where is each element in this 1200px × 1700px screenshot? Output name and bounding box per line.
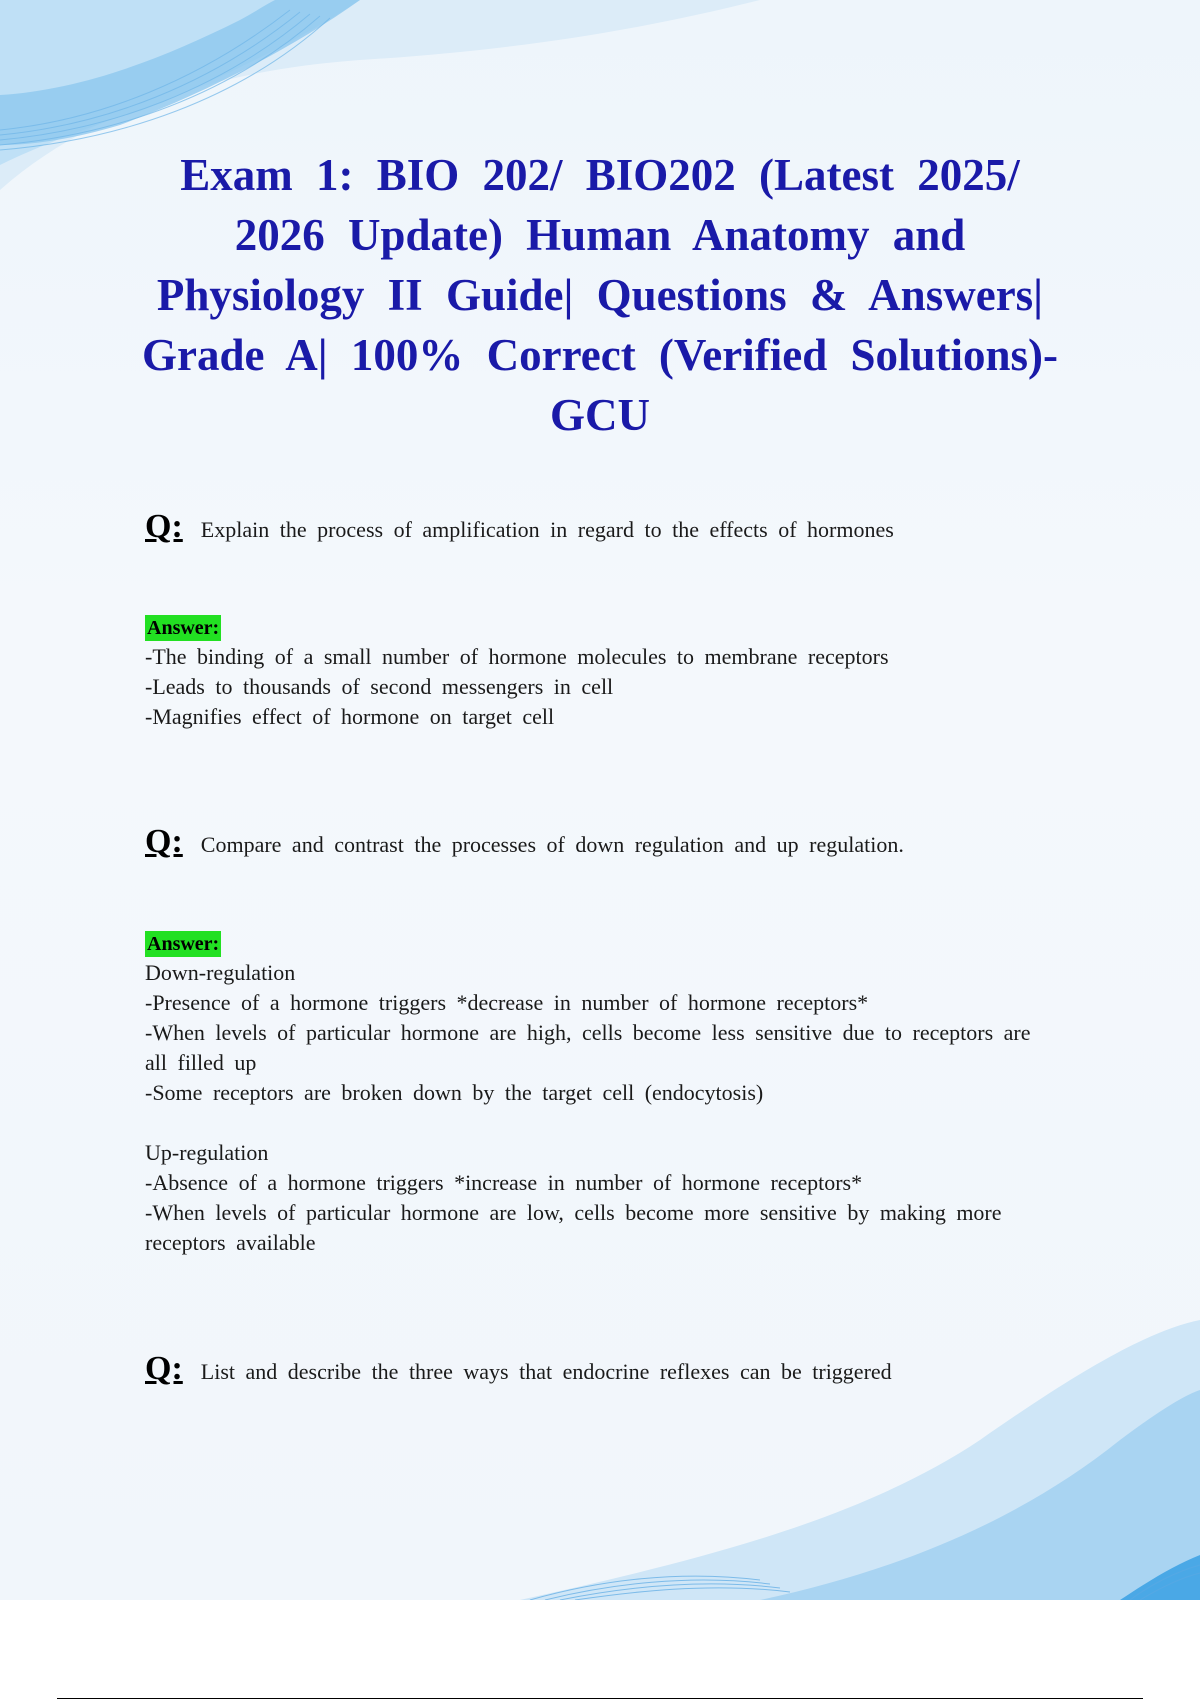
question-text: Explain the process of amplification in regard to the effects of hormones [200,517,894,542]
answer-line: -The binding of a small number of hormone molecules to membrane receptors [145,644,889,669]
answer-line: -Leads to thousands of second messengers in cell [145,674,614,699]
answer-label: Answer: [147,933,220,955]
question-text: Compare and contrast the processes of down regulation and up regulation. [200,832,904,857]
qa-block-3 [145,1350,1045,1387]
question-label: Q: [145,823,183,860]
footer-rule [57,1698,1143,1699]
answer-line: Up-regulation [145,1140,269,1165]
qa-block-2 [145,823,1045,860]
question-row [145,823,1045,860]
answer-line: -Absence of a hormone triggers *increase in number of hormone receptors* [145,1170,863,1195]
question-label: Q: [145,508,183,545]
answer-line: -Some receptors are broken down by the target cell (endocytosis) [145,1080,764,1105]
question-row [145,508,1045,545]
document-title: Exam 1: BIO 202/ BIO202 (Latest 2025/ 2026 Update) Human Anatomy and Physiology II Guide| Questions & Answers| Grade A| 100% Correct (Verified Solutions)- GCU [141,150,1059,440]
qa-block-1 [145,508,1045,545]
question-row [145,1350,1045,1387]
question-text: List and describe the three ways that endocrine reflexes can be triggered [200,1359,892,1384]
answer-line: Down-regulation [145,960,296,985]
answer-line: -When levels of particular hormone are high, cells become less sensitive due to receptors are all filled up [145,1020,1031,1075]
paragraph-gap [145,1108,1045,1138]
question-label: Q: [145,1350,183,1387]
answer-label: Answer: [147,617,220,639]
answer-block-2 [145,928,1045,1258]
answer-line: -Presence of a hormone triggers *decrease in number of hormone receptors* [145,990,869,1015]
answer-line: -When levels of particular hormone are low, cells become more sensitive by making more receptors available [145,1200,1002,1255]
answer-block-1 [145,612,1045,732]
answer-line: -Magnifies effect of hormone on target cell [145,704,555,729]
